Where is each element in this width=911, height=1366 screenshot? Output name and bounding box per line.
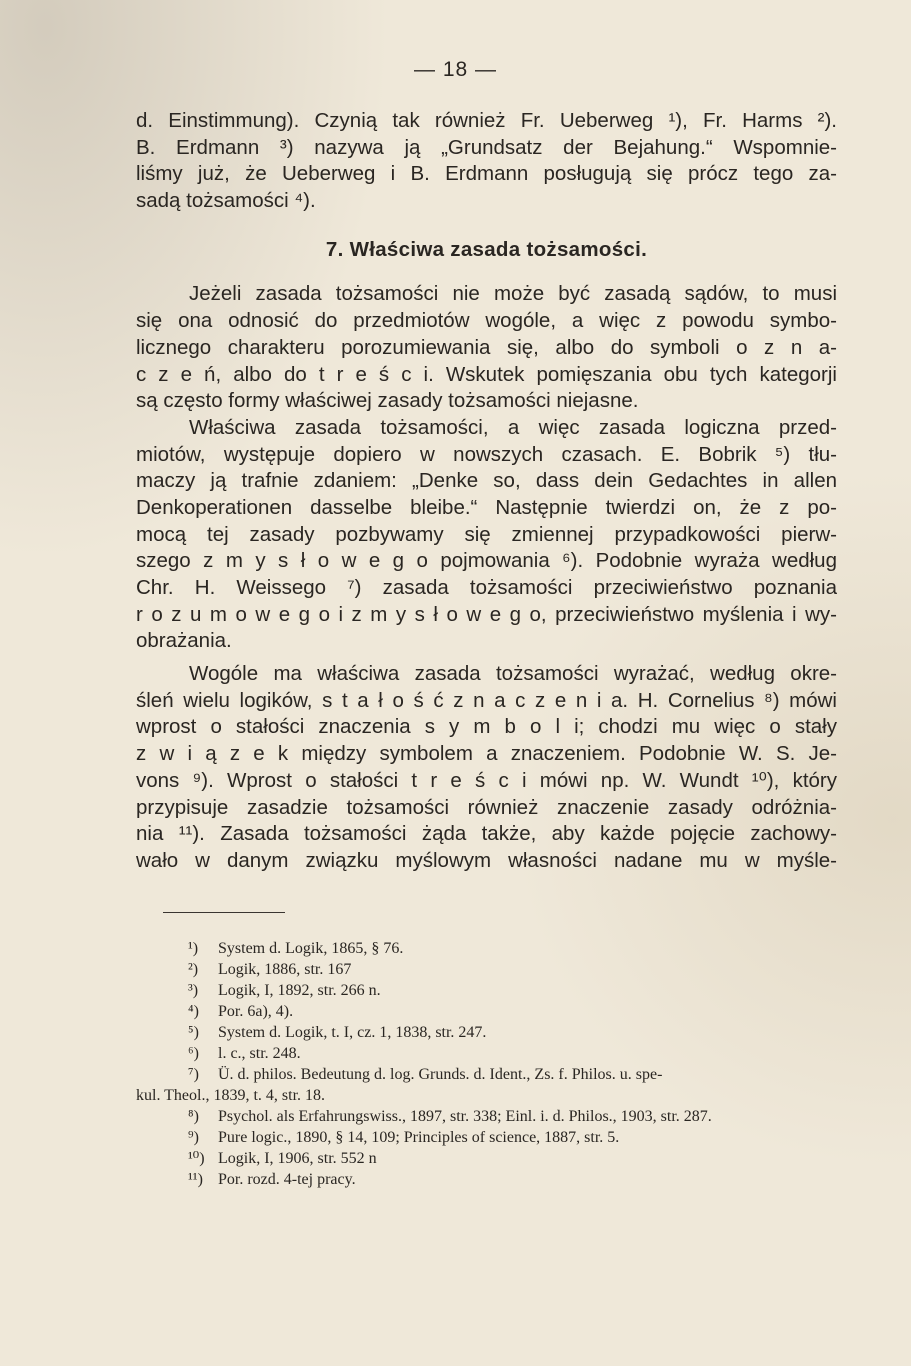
text-line: licznego charakteru porozumiewania się, albo do symboli o z n a- <box>136 335 837 359</box>
footnote <box>136 959 840 980</box>
footnote-text: Logik, 1886, str. 167 <box>218 961 352 978</box>
text-line: wprost o stałości znaczenia s y m b o l i; chodzi mu więc o stały <box>136 715 837 739</box>
text-line: mocą tej zasady pozbywamy się zmiennej przypadkowości pierw- <box>136 522 837 546</box>
paragraph-2 <box>136 281 837 414</box>
text-line: c z e ń, albo do t r e ś c i. Wskutek pomięszania obu tych kategorji <box>136 362 837 386</box>
text-line: przypisuje zasadzie tożsamości również znaczenie zasady odróżnia- <box>136 795 837 819</box>
text-line: B. Erdmann ³) nazywa ją „Grundsatz der Bejahung.“ Wspomnie- <box>136 135 837 159</box>
footnote-mark: ¹) <box>188 940 199 957</box>
footnote <box>136 938 840 959</box>
footnote <box>136 1169 840 1190</box>
text-line: Właściwa zasada tożsamości, a więc zasada logiczna przed- <box>189 415 837 439</box>
text-line: sadą tożsamości ⁴). <box>136 189 316 213</box>
footnote <box>136 980 840 1001</box>
footnote-text: Ü. d. philos. Bedeutung d. log. Grunds. d. Ident., Zs. f. Philos. u. spe- <box>218 1066 663 1083</box>
footnote-mark: ⁷) <box>188 1066 199 1083</box>
footnote-text: l. c., str. 248. <box>218 1045 301 1062</box>
text-line: Jeżeli zasada tożsamości nie może być zasadą sądów, to musi <box>189 282 837 306</box>
text-line: Denkoperationen dasselbe bleibe.“ Następnie twierdzi on, że z po- <box>136 495 837 519</box>
footnote-text: Logik, I, 1906, str. 552 n <box>218 1150 377 1167</box>
footnote <box>136 1148 840 1169</box>
footnote <box>136 1064 840 1085</box>
footnote-separator <box>163 912 285 913</box>
footnote-mark: ¹⁰) <box>188 1150 205 1167</box>
text-line: miotów, występuje dopiero w nowszych czasach. E. Bobrik ⁵) tłu- <box>136 442 837 466</box>
text-line: maczy ją trafnie zdaniem: „Denke so, dass dein Gedachtes in allen <box>136 469 837 493</box>
footnote-text: kul. Theol., 1839, t. 4, str. 18. <box>136 1087 326 1104</box>
footnote-text: System d. Logik, t. I, cz. 1, 1838, str. 247. <box>218 1024 487 1041</box>
paragraph-1 <box>136 108 837 215</box>
footnote-mark: ³) <box>188 982 199 999</box>
text-line: z w i ą z e k między symbolem a znaczeniem. Podobnie W. S. Je- <box>136 742 837 766</box>
footnote-text: Por. 6a), 4). <box>218 1003 294 1020</box>
paragraph-4 <box>136 661 837 875</box>
section-heading: 7. Właściwa zasada tożsamości. <box>325 237 648 261</box>
footnote-mark: ⁶) <box>188 1045 199 1062</box>
footnote-mark: ⁹) <box>188 1129 199 1146</box>
text-line: wało w danym związku myślowym własności nadane mu w myśle- <box>136 848 837 872</box>
footnote-text: Logik, I, 1892, str. 266 n. <box>218 982 381 999</box>
footnote <box>136 1022 840 1043</box>
paragraph-3 <box>136 415 837 655</box>
footnote-mark: ⁸) <box>188 1108 199 1125</box>
footnote <box>136 1127 840 1148</box>
text-line: obrażania. <box>136 629 232 653</box>
text-line: liśmy już, że Ueberweg i B. Erdmann posługują się prócz tego za- <box>136 162 837 186</box>
text-line: szego z m y s ł o w e g o pojmowania ⁶). Podobnie wyraża według <box>136 549 837 573</box>
text-line: Wogóle ma właściwa zasada tożsamości wyrażać, według okre- <box>189 662 837 686</box>
text-line: d. Einstimmung). Czynią tak również Fr. Ueberweg ¹), Fr. Harms ²). <box>136 109 837 132</box>
footnote-mark: ⁵) <box>188 1024 199 1041</box>
footnote-mark: ⁴) <box>188 1003 199 1020</box>
text-line: są często formy właściwej zasady tożsamości niejasne. <box>136 389 639 413</box>
footnotes <box>136 938 840 1190</box>
footnote <box>136 1001 840 1022</box>
text-line: Chr. H. Weissego ⁷) zasada tożsamości przeciwieństwo poznania <box>136 576 837 600</box>
footnote <box>136 1106 840 1127</box>
footnote-text: Por. rozd. 4-tej pracy. <box>218 1171 356 1188</box>
footnote-text: System d. Logik, 1865, § 76. <box>218 940 404 957</box>
text-line: nia ¹¹). Zasada tożsamości żąda także, aby każde pojęcie zachowy- <box>136 822 837 846</box>
footnote-continuation <box>136 1085 840 1106</box>
footnote-text: Pure logic., 1890, § 14, 109; Principles of science, 1887, str. 5. <box>218 1129 620 1146</box>
text-line: r o z u m o w e g o i z m y s ł o w e g o, przeciwieństwo myślenia i wy- <box>136 602 837 626</box>
footnote <box>136 1043 840 1064</box>
page-number: — 18 — <box>413 58 498 81</box>
footnote-mark: ¹¹) <box>188 1171 203 1188</box>
text-line: vons ⁹). Wprost o stałości t r e ś c i mówi np. W. Wundt ¹⁰), który <box>136 768 837 792</box>
text-line: się ona odnosić do przedmiotów wogóle, a więc z powodu symbo- <box>136 309 837 333</box>
footnote-text: Psychol. als Erfahrungswiss., 1897, str. 338; Einl. i. d. Philos., 1903, str. 287. <box>218 1108 712 1125</box>
body-text <box>136 108 837 875</box>
text-line: śleń wielu logików, s t a ł o ś ć z n a c z e n i a. H. Cornelius ⁸) mówi <box>136 688 837 712</box>
footnote-mark: ²) <box>188 961 199 978</box>
